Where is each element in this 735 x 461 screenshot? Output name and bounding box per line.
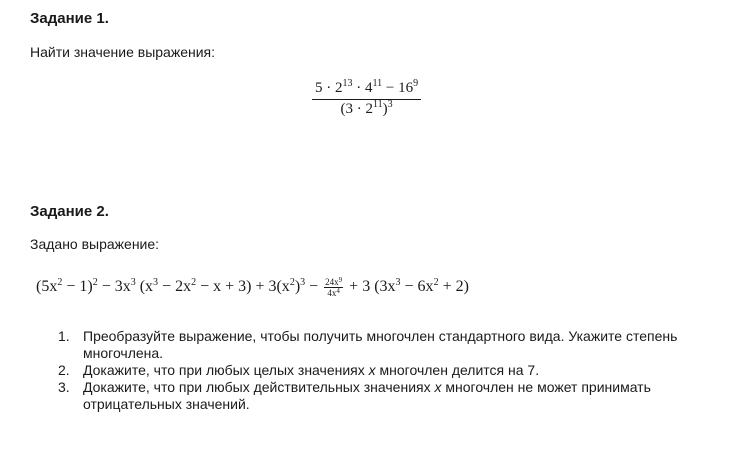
fraction-numerator: $5 \cdot 2^{13} \cdot 4^{11} - 16^9$ bbox=[312, 80, 421, 100]
task2-intro: Задано выражение: bbox=[30, 236, 160, 252]
list-item: 2. Докажите, что при любых целых значениях x многочлен делится на 7. bbox=[58, 362, 540, 378]
task2-heading: Задание 2. bbox=[30, 203, 109, 220]
task1-instruction: Найти значение выражения: bbox=[30, 44, 216, 60]
task2-list bbox=[58, 328, 728, 413]
task2-expression: $(5x^2 - 1)^2 - 3x^3$ $(x^3 - 2x^2 - x + 3) + 3(x^2)^3$ − $\frac{24x^9}{4x^4}$ + 3 $(3x^3 - 6x^2 + 2)$ bbox=[36, 276, 469, 298]
task1-heading: Задание 1. bbox=[30, 10, 109, 27]
task1-fraction bbox=[312, 79, 421, 118]
fraction-denominator: $(3 \cdot 2^{11})^3$ bbox=[340, 99, 393, 117]
expression-fraction: $\frac{24x^9}{4x^4}$ bbox=[325, 276, 343, 298]
list-item: 1. Преобразуйте выражение, чтобы получить многочлен стандартного вида. Укажите степень многочлена. bbox=[58, 328, 678, 361]
list-item: 3. Докажите, что при любых действительных значениях x многочлен не может принимать отрицательных значений. bbox=[58, 379, 651, 412]
